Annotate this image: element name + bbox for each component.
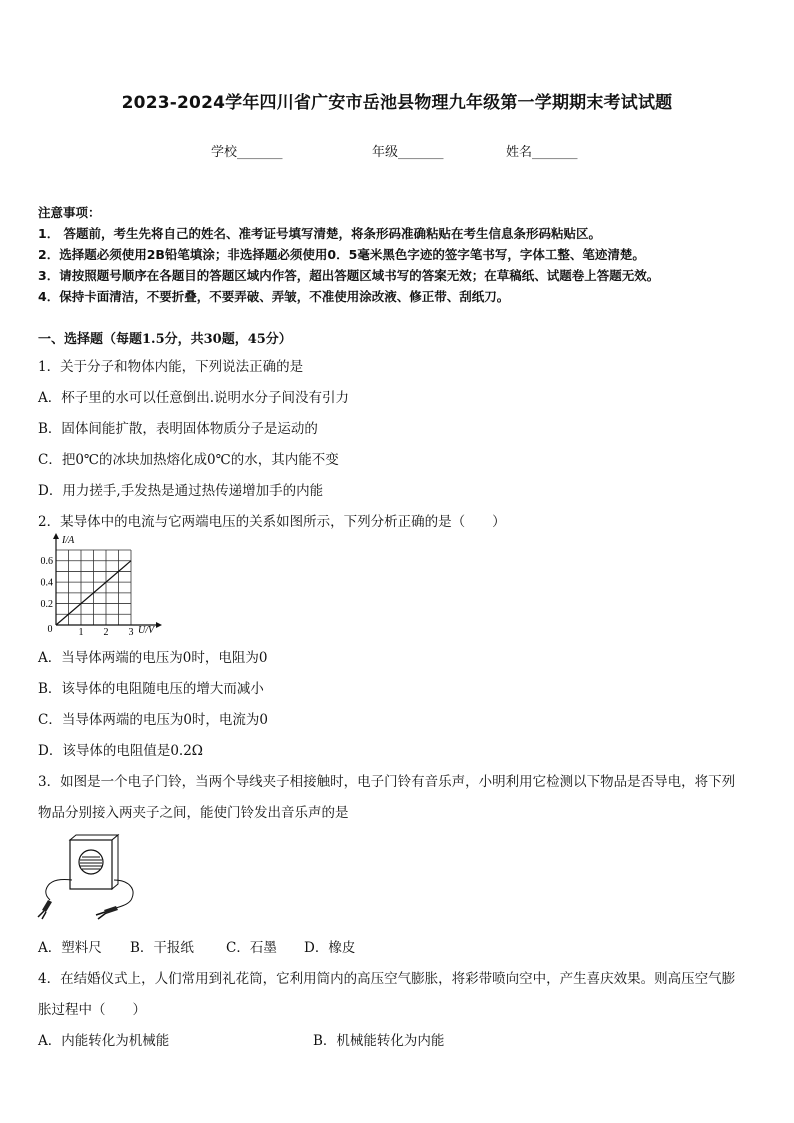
- y-tick-label: 0.2: [40, 599, 53, 611]
- current-voltage-chart: [34, 533, 164, 637]
- y-tick-label: 0.6: [40, 556, 53, 568]
- question-1-option-a: A．杯子里的水可以任意倒出.说明水分子间没有引力: [38, 390, 350, 406]
- question-4-option-a: A．内能转化为机械能: [38, 1033, 170, 1049]
- origin-label: 0: [47, 624, 53, 635]
- question-1-option-d: D．用力搓手,手发热是通过热传递增加手的内能: [38, 483, 324, 499]
- question-1-option-c: C．把0℃的冰块加热熔化成0℃的水，其内能不变: [38, 452, 339, 468]
- question-3-option-a: A．塑料尺: [38, 940, 102, 956]
- question-3-stem-line2: 物品分别接入两夹子之间，能使门铃发出音乐声的是: [38, 805, 349, 821]
- x-tick-label: 3: [128, 627, 134, 637]
- question-2-option-b: B．该导体的电阻随电压的增大而减小: [38, 681, 264, 697]
- notice-heading: 注意事项：: [38, 205, 101, 220]
- question-3-stem-line1: 3．如图是一个电子门铃，当两个导线夹子相接触时，电子门铃有音乐声，小明利用它检测以下物品是否导电，将下列: [38, 774, 736, 790]
- question-1-stem: 1．关于分子和物体内能，下列说法正确的是: [38, 359, 304, 375]
- question-1-option-b: B．固体间能扩散，表明固体物质分子是运动的: [38, 421, 318, 437]
- question-2-option-c: C．当导体两端的电压为0时，电流为0: [38, 712, 269, 728]
- question-3-option-c: C．石墨: [226, 940, 277, 956]
- notice-item: 2．选择题必须使用2B铅笔填涂；非选择题必须使用0．5毫米黑色字迹的签字笔书写，字体工整、笔迹清楚。: [38, 247, 645, 262]
- question-4-stem-line2: 胀过程中（ ）: [38, 1002, 146, 1018]
- x-tick-label: 1: [78, 627, 84, 637]
- question-2-stem: 2．某导体中的电流与它两端电压的关系如图所示，下列分析正确的是（ ）: [38, 514, 506, 530]
- question-3-option-b: B．干报纸: [130, 940, 194, 956]
- name-field: 姓名_______: [506, 145, 578, 160]
- speaker-grille-icon: [79, 850, 103, 874]
- notice-item: 3．请按照题号顺序在各题目的答题区域内作答，超出答题区域书写的答案无效；在草稿纸、试题卷上答题无效。: [38, 268, 660, 283]
- x-axis-arrow: [156, 622, 162, 628]
- question-4-option-b: B．机械能转化为内能: [313, 1033, 445, 1049]
- y-tick-label: 0.4: [40, 577, 53, 589]
- x-tick-label: 2: [103, 627, 109, 637]
- left-clip-icon: [38, 900, 52, 919]
- school-field: 学校_______: [211, 145, 283, 160]
- question-2-option-a: A．当导体两端的电压为0时，电阻为0: [38, 650, 268, 666]
- y-axis-arrow: [53, 533, 59, 539]
- x-axis-label: U/V: [138, 625, 155, 636]
- right-clip-icon: [96, 906, 118, 919]
- question-3-option-d: D．橡皮: [304, 940, 356, 956]
- page-title: 2023-2024学年四川省广安市岳池县物理九年级第一学期期末考试试题: [121, 93, 673, 113]
- grade-field: 年级_______: [372, 145, 444, 160]
- notice-item: 1． 答题前，考生先将自己的姓名、准考证号填写清楚，将条形码准确粘贴在考生信息条形码粘贴区。: [38, 226, 602, 241]
- question-2-option-d: D．该导体的电阻值是0.2Ω: [38, 743, 203, 759]
- question-4-stem-line1: 4．在结婚仪式上，人们常用到礼花筒，它利用筒内的高压空气膨胀，将彩带喷向空中，产生喜庆效果。则高压空气膨: [38, 971, 736, 987]
- chart-grid: [56, 550, 131, 625]
- doorbell-illustration: [36, 832, 146, 922]
- y-axis-label: I/A: [62, 535, 75, 546]
- notice-item: 4．保持卡面清洁，不要折叠，不要弄破、弄皱，不准使用涂改液、修正带、刮纸刀。: [38, 289, 510, 304]
- section-heading: 一、选择题（每题1.5分，共30题，45分）: [38, 332, 292, 347]
